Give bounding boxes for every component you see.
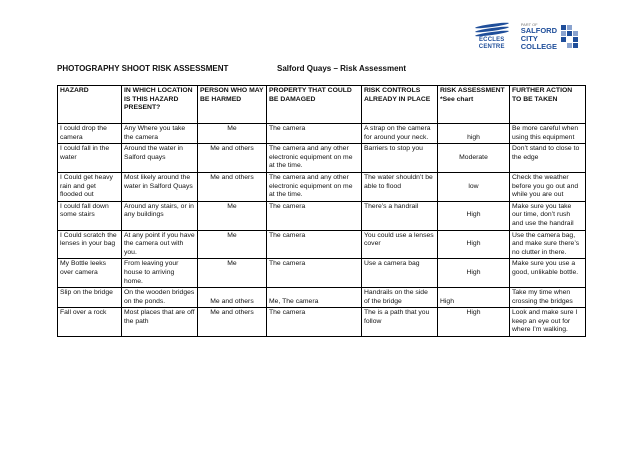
table-row — [58, 124, 586, 144]
cell-location: Most likely around the water in Salford Quays — [122, 172, 198, 201]
cell-risk: High — [438, 201, 510, 230]
table-row — [58, 172, 586, 201]
cell-risk: low — [438, 172, 510, 201]
cell-person: Me — [198, 230, 267, 259]
cell-action: Check the weather before you go out and while you are out — [510, 172, 586, 201]
cell-property: The camera — [267, 201, 362, 230]
header-person: PERSON WHO MAY BE HARMED — [198, 86, 267, 124]
cell-property: The camera and any other electronic equipment on me at the time. — [267, 172, 362, 201]
header-controls: RISK CONTROLS ALREADY IN PLACE — [362, 86, 438, 124]
salford-logo-line3: COLLEGE — [520, 42, 557, 51]
cell-hazard: I could fall down some stairs — [58, 201, 122, 230]
eccles-logo-line2: CENTRE — [478, 43, 505, 50]
cell-person: Me and others — [198, 308, 267, 337]
cell-action: Be more careful when using this equipment — [510, 124, 586, 144]
header-further-action: FURTHER ACTION TO BE TAKEN — [510, 86, 586, 124]
cell-person: Me and others — [198, 288, 267, 308]
table-header-row — [58, 86, 586, 124]
document-subtitle: Salford Quays – Risk Assessment — [277, 64, 407, 73]
cell-hazard: Fall over a rock — [58, 308, 122, 337]
table-row — [58, 230, 586, 259]
cell-person: Me — [198, 124, 267, 144]
header-property: PROPERTY THAT COULD BE DAMAGED — [267, 86, 362, 124]
cell-risk: Moderate — [438, 144, 510, 173]
cell-action: Make sure you use a good, unlikable bottle. — [510, 259, 586, 288]
cell-action: Use the camera bag, and make sure there’s no clutter in there. — [510, 230, 586, 259]
cell-person: Me — [198, 201, 267, 230]
cell-hazard: I could drop the camera — [58, 124, 122, 144]
cell-controls: Handrails on the side of the bridge — [362, 288, 438, 308]
cell-controls: The water shouldn’t be able to flood — [362, 172, 438, 201]
cell-person: Me and others — [198, 144, 267, 173]
document-title: PHOTOGRAPHY SHOOT RISK ASSESSMENT — [57, 64, 229, 73]
risk-assessment-table — [57, 85, 586, 337]
header-hazard: HAZARD — [58, 86, 122, 124]
cell-controls: There’s a handrail — [362, 201, 438, 230]
document-title-row — [57, 64, 407, 73]
table-row — [58, 259, 586, 288]
cell-controls: The is a path that you follow — [362, 308, 438, 337]
cell-location: Around any stairs, or in any buildings — [122, 201, 198, 230]
salford-city-college-logo — [521, 22, 578, 51]
cell-action: Look and make sure I keep an eye out for where I’m walking. — [510, 308, 586, 337]
cell-action: Make sure you take our time, don’t rush and use the handrail — [510, 201, 586, 230]
cell-action: Take my time when crossing the bridges — [510, 288, 586, 308]
cell-property: Me, The camera — [267, 288, 362, 308]
table-row — [58, 308, 586, 337]
logos — [473, 22, 578, 51]
salford-logo-line2: CITY — [520, 34, 538, 43]
cell-property: The camera — [267, 259, 362, 288]
cell-person: Me — [198, 259, 267, 288]
cell-risk: high — [438, 124, 510, 144]
cell-person: Me and others — [198, 172, 267, 201]
salford-logo-line1: SALFORD — [520, 26, 557, 35]
salford-squares-icon — [561, 25, 578, 48]
cell-risk: High — [438, 230, 510, 259]
eccles-centre-logo — [473, 23, 511, 51]
cell-hazard: My Bottle leeks over camera — [58, 259, 122, 288]
table-row — [58, 144, 586, 173]
cell-property: The camera — [267, 230, 362, 259]
cell-controls: You could use a lenses cover — [362, 230, 438, 259]
cell-hazard: I Could scratch the lenses in your bag — [58, 230, 122, 259]
cell-location: Any Where you take the camera — [122, 124, 198, 144]
cell-controls: A strap on the camera for around your neck. — [362, 124, 438, 144]
cell-risk: High — [438, 308, 510, 337]
header-location: IN WHICH LOCATION IS THIS HAZARD PRESENT? — [122, 86, 198, 124]
table-row — [58, 201, 586, 230]
cell-location: From leaving your house to arriving home. — [122, 259, 198, 288]
cell-risk: High — [438, 288, 510, 308]
table-row — [58, 288, 586, 308]
salford-logo-part-of: PART OF — [520, 22, 538, 27]
cell-controls: Use a camera bag — [362, 259, 438, 288]
cell-hazard: I Could get heavy rain and get flooded out — [58, 172, 122, 201]
cell-property: The camera — [267, 308, 362, 337]
eccles-swoosh-icon — [475, 23, 509, 37]
cell-property: The camera — [267, 124, 362, 144]
cell-location: Around the water in Salford quays — [122, 144, 198, 173]
cell-hazard: Slip on the bridge — [58, 288, 122, 308]
header-risk: RISK ASSESSMENT *See chart — [438, 86, 510, 124]
cell-hazard: I could fall in the water — [58, 144, 122, 173]
cell-location: On the wooden bridges on the ponds. — [122, 288, 198, 308]
eccles-logo-line1: ECCLES — [478, 36, 505, 43]
cell-property: The camera and any other electronic equipment on me at the time. — [267, 144, 362, 173]
cell-controls: Barriers to stop you — [362, 144, 438, 173]
cell-action: Don’t stand to close to the edge — [510, 144, 586, 173]
cell-location: Most places that are off the path — [122, 308, 198, 337]
cell-location: At any point if you have the camera out with you. — [122, 230, 198, 259]
cell-risk: High — [438, 259, 510, 288]
